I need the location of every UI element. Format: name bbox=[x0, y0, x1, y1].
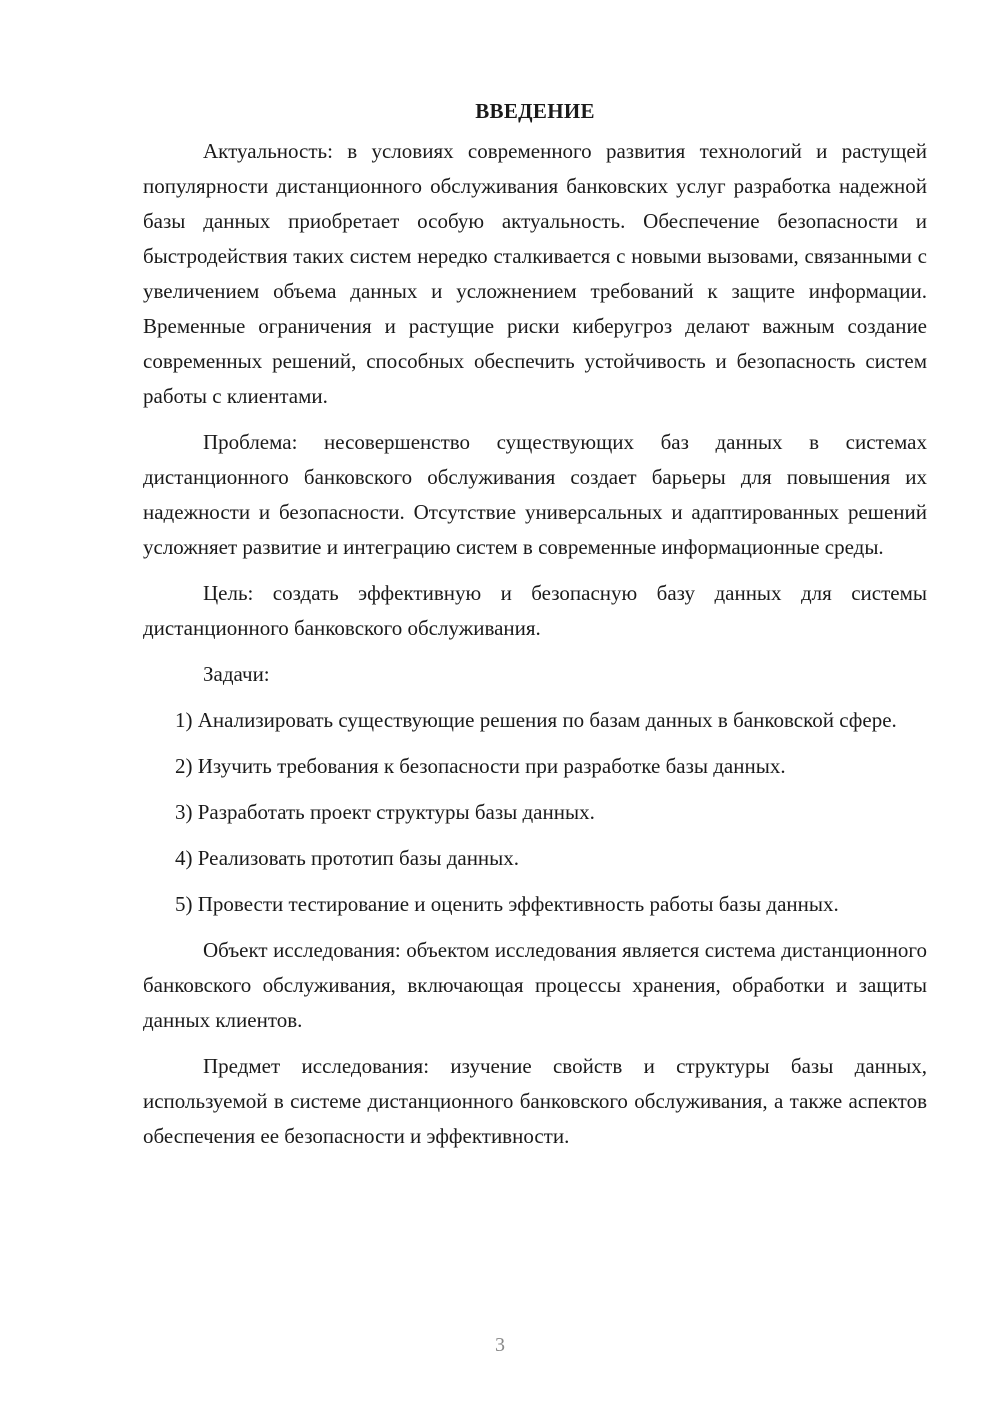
problem-paragraph: Проблема: несовершенство существующих баз данных в системах дистанционного банковского обслуживания создает барьеры для повышения их надежности и безопасности. Отсутствие универсальных и адаптированных решений усложняет развитие и интеграцию систем в современные информационные среды. bbox=[143, 430, 927, 559]
section-heading: ВВЕДЕНИЕ bbox=[475, 99, 595, 123]
document-page bbox=[143, 96, 927, 1165]
page-number: 3 bbox=[495, 1334, 505, 1356]
task-item-2: 2) Изучить требования к безопасности при разработке базы данных. bbox=[175, 754, 786, 778]
relevance-paragraph: Актуальность: в условиях современного развития технологий и растущей популярности дистанционного обслуживания банковских услуг разработка надежной базы данных приобретает особую актуальность. Обеспечение безопасности и быстродействия таких систем нередко сталкивается с новыми вызовами, связанными с увеличением объема данных и усложнением требований к защите информации. Временные ограничения и растущие риски киберугроз делают важным создание современных решений, способных обеспечить устойчивость и безопасность систем работы с клиентами. bbox=[143, 139, 927, 408]
subject-paragraph: Предмет исследования: изучение свойств и структуры базы данных, используемой в системе дистанционного банковского обслуживания, а также аспектов обеспечения ее безопасности и эффективности. bbox=[143, 1054, 927, 1148]
task-item-3: 3) Разработать проект структуры базы данных. bbox=[175, 800, 595, 824]
task-item-5: 5) Провести тестирование и оценить эффективность работы базы данных. bbox=[175, 892, 839, 916]
goal-paragraph: Цель: создать эффективную и безопасную базу данных для системы дистанционного банковского обслуживания. bbox=[143, 581, 927, 640]
task-item-1: 1) Анализировать существующие решения по базам данных в банковской сфере. bbox=[175, 708, 897, 732]
object-paragraph: Объект исследования: объектом исследования является система дистанционного банковского обслуживания, включающая процессы хранения, обработки и защиты данных клиентов. bbox=[143, 938, 927, 1032]
tasks-label: Задачи: bbox=[203, 662, 270, 686]
task-item-4: 4) Реализовать прототип базы данных. bbox=[175, 846, 520, 870]
